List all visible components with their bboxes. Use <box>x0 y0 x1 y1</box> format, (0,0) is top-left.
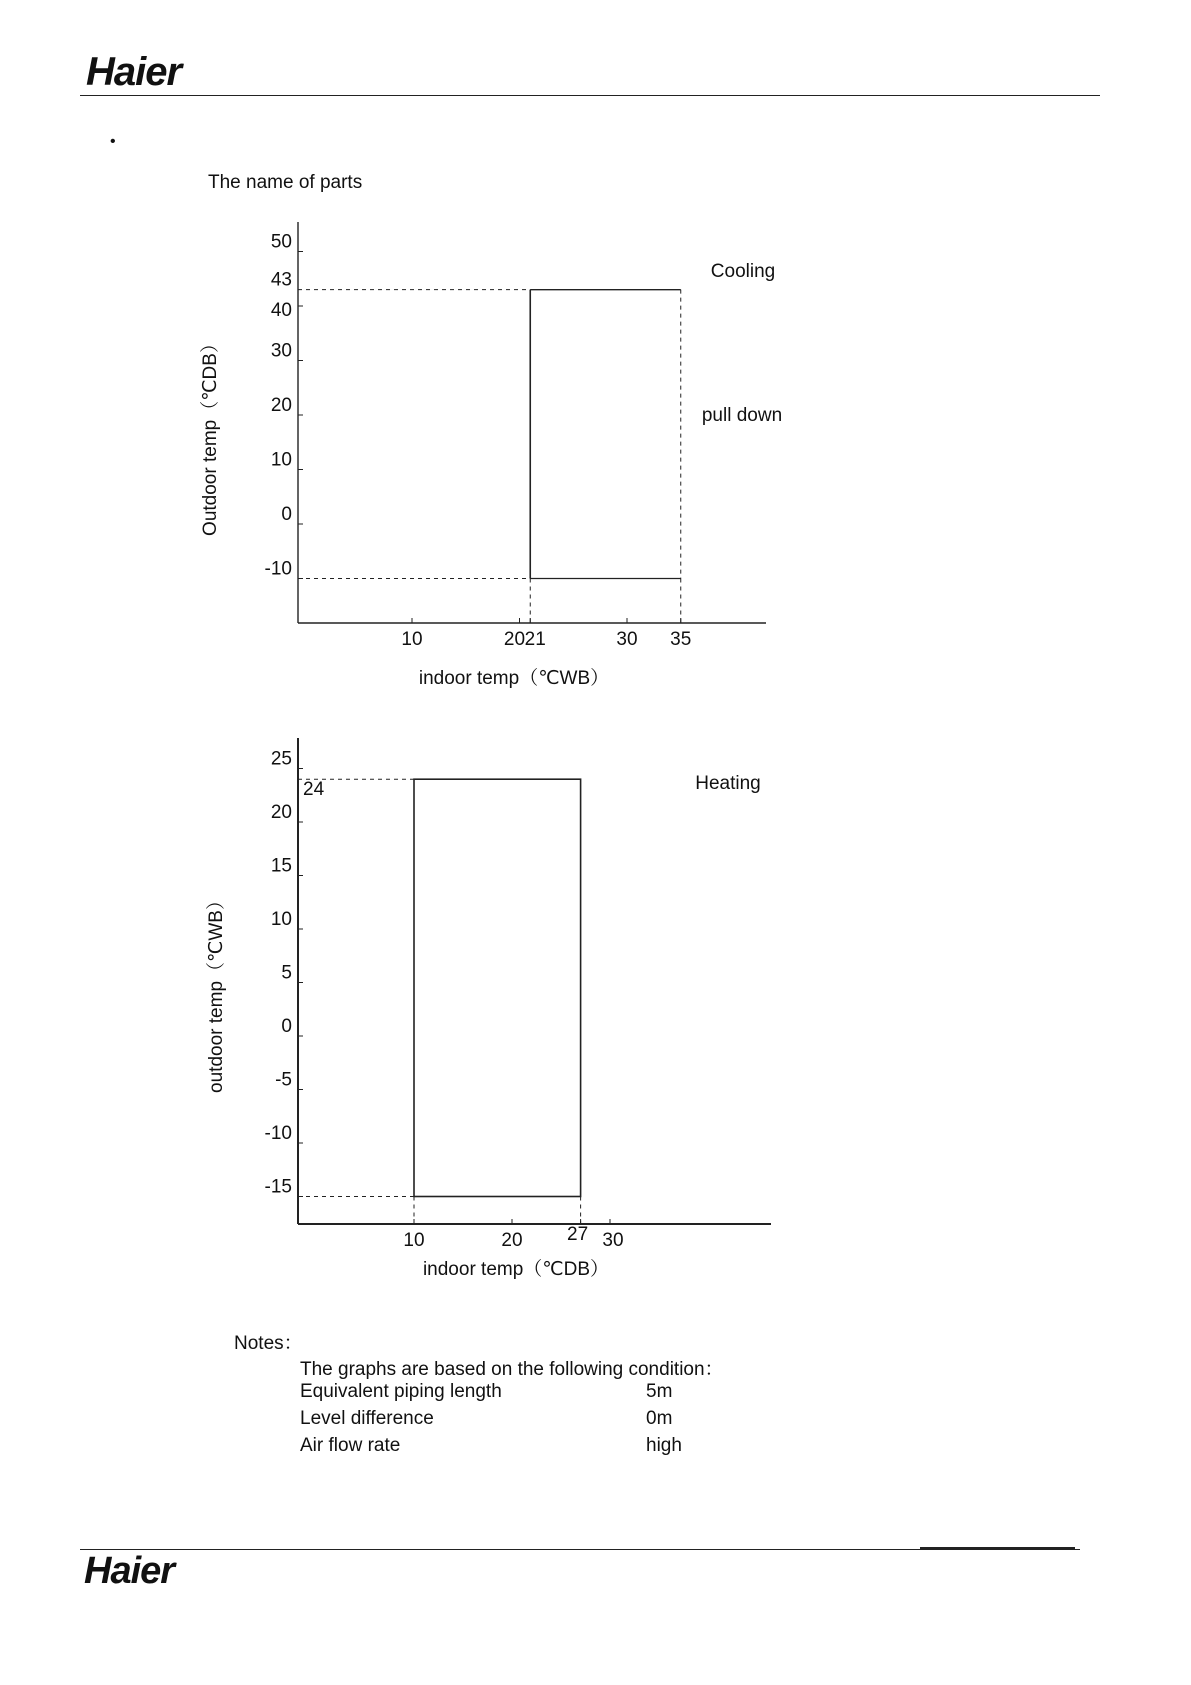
notes-intro: The graphs are based on the following condition： <box>300 1359 724 1380</box>
notes-row-value: 0m <box>646 1408 673 1429</box>
chart-mode-label: Heating <box>695 773 761 794</box>
x-tick-label: 20 <box>503 629 526 650</box>
y-tick-label: 5 <box>281 962 292 984</box>
y-tick-label: 25 <box>270 748 292 770</box>
x-tick-label: 10 <box>403 1230 425 1251</box>
y-tick-label: 10 <box>270 909 292 930</box>
x-tick-label: 27 <box>567 1224 589 1245</box>
haier-logo-footer: Haier <box>84 1550 175 1592</box>
footer-rule <box>80 1549 1080 1550</box>
y-tick-label: 20 <box>270 802 292 823</box>
chart-annotation: pull down <box>701 405 783 426</box>
x-tick-label: 30 <box>616 629 638 650</box>
x-tick-label: 21 <box>524 629 546 650</box>
y-tick-label: 40 <box>270 300 292 321</box>
y-tick-label: -15 <box>264 1176 292 1198</box>
chart-mode-label: Cooling <box>710 261 776 282</box>
x-axis-title: indoor temp（℃WB） <box>418 668 610 689</box>
x-axis-title: indoor temp（℃DB） <box>422 1259 610 1280</box>
y-tick-label: 15 <box>270 855 292 877</box>
y-axis-title: outdoor temp（℃WB） <box>206 891 227 1093</box>
y-tick-label: -10 <box>264 1123 292 1144</box>
x-tick-label: 35 <box>670 629 692 650</box>
bullet: • <box>110 133 116 150</box>
notes-row-name: Level difference <box>300 1408 434 1429</box>
y-axis-title: Outdoor temp（℃DB） <box>200 334 221 536</box>
y-tick-label: 0 <box>281 504 292 525</box>
x-tick-label: 20 <box>501 1230 523 1251</box>
haier-logo: Haier <box>86 50 182 94</box>
y-tick-label: -10 <box>264 558 292 580</box>
notes-row-name: Air flow rate <box>300 1435 401 1456</box>
notes-row-value: 5m <box>646 1381 673 1402</box>
x-tick-label: 10 <box>401 629 423 650</box>
footer-rule-accent <box>920 1547 1075 1549</box>
notes-row-value: high <box>646 1435 682 1456</box>
operating-region <box>414 779 581 1196</box>
y-tick-label: 20 <box>270 395 292 416</box>
y-tick-label: 10 <box>270 449 292 471</box>
y-tick-label: -5 <box>275 1069 292 1091</box>
notes-label: Notes： <box>234 1333 303 1354</box>
x-tick-label: 30 <box>602 1230 624 1251</box>
section-heading: The name of parts <box>208 172 363 193</box>
y-tick-label: 30 <box>270 340 292 362</box>
y-tick-label: 24 <box>303 779 325 801</box>
y-tick-label: 50 <box>270 231 292 253</box>
notes-row-name: Equivalent piping length <box>300 1381 502 1402</box>
y-tick-label: 43 <box>270 269 292 291</box>
y-tick-label: 0 <box>281 1016 292 1037</box>
